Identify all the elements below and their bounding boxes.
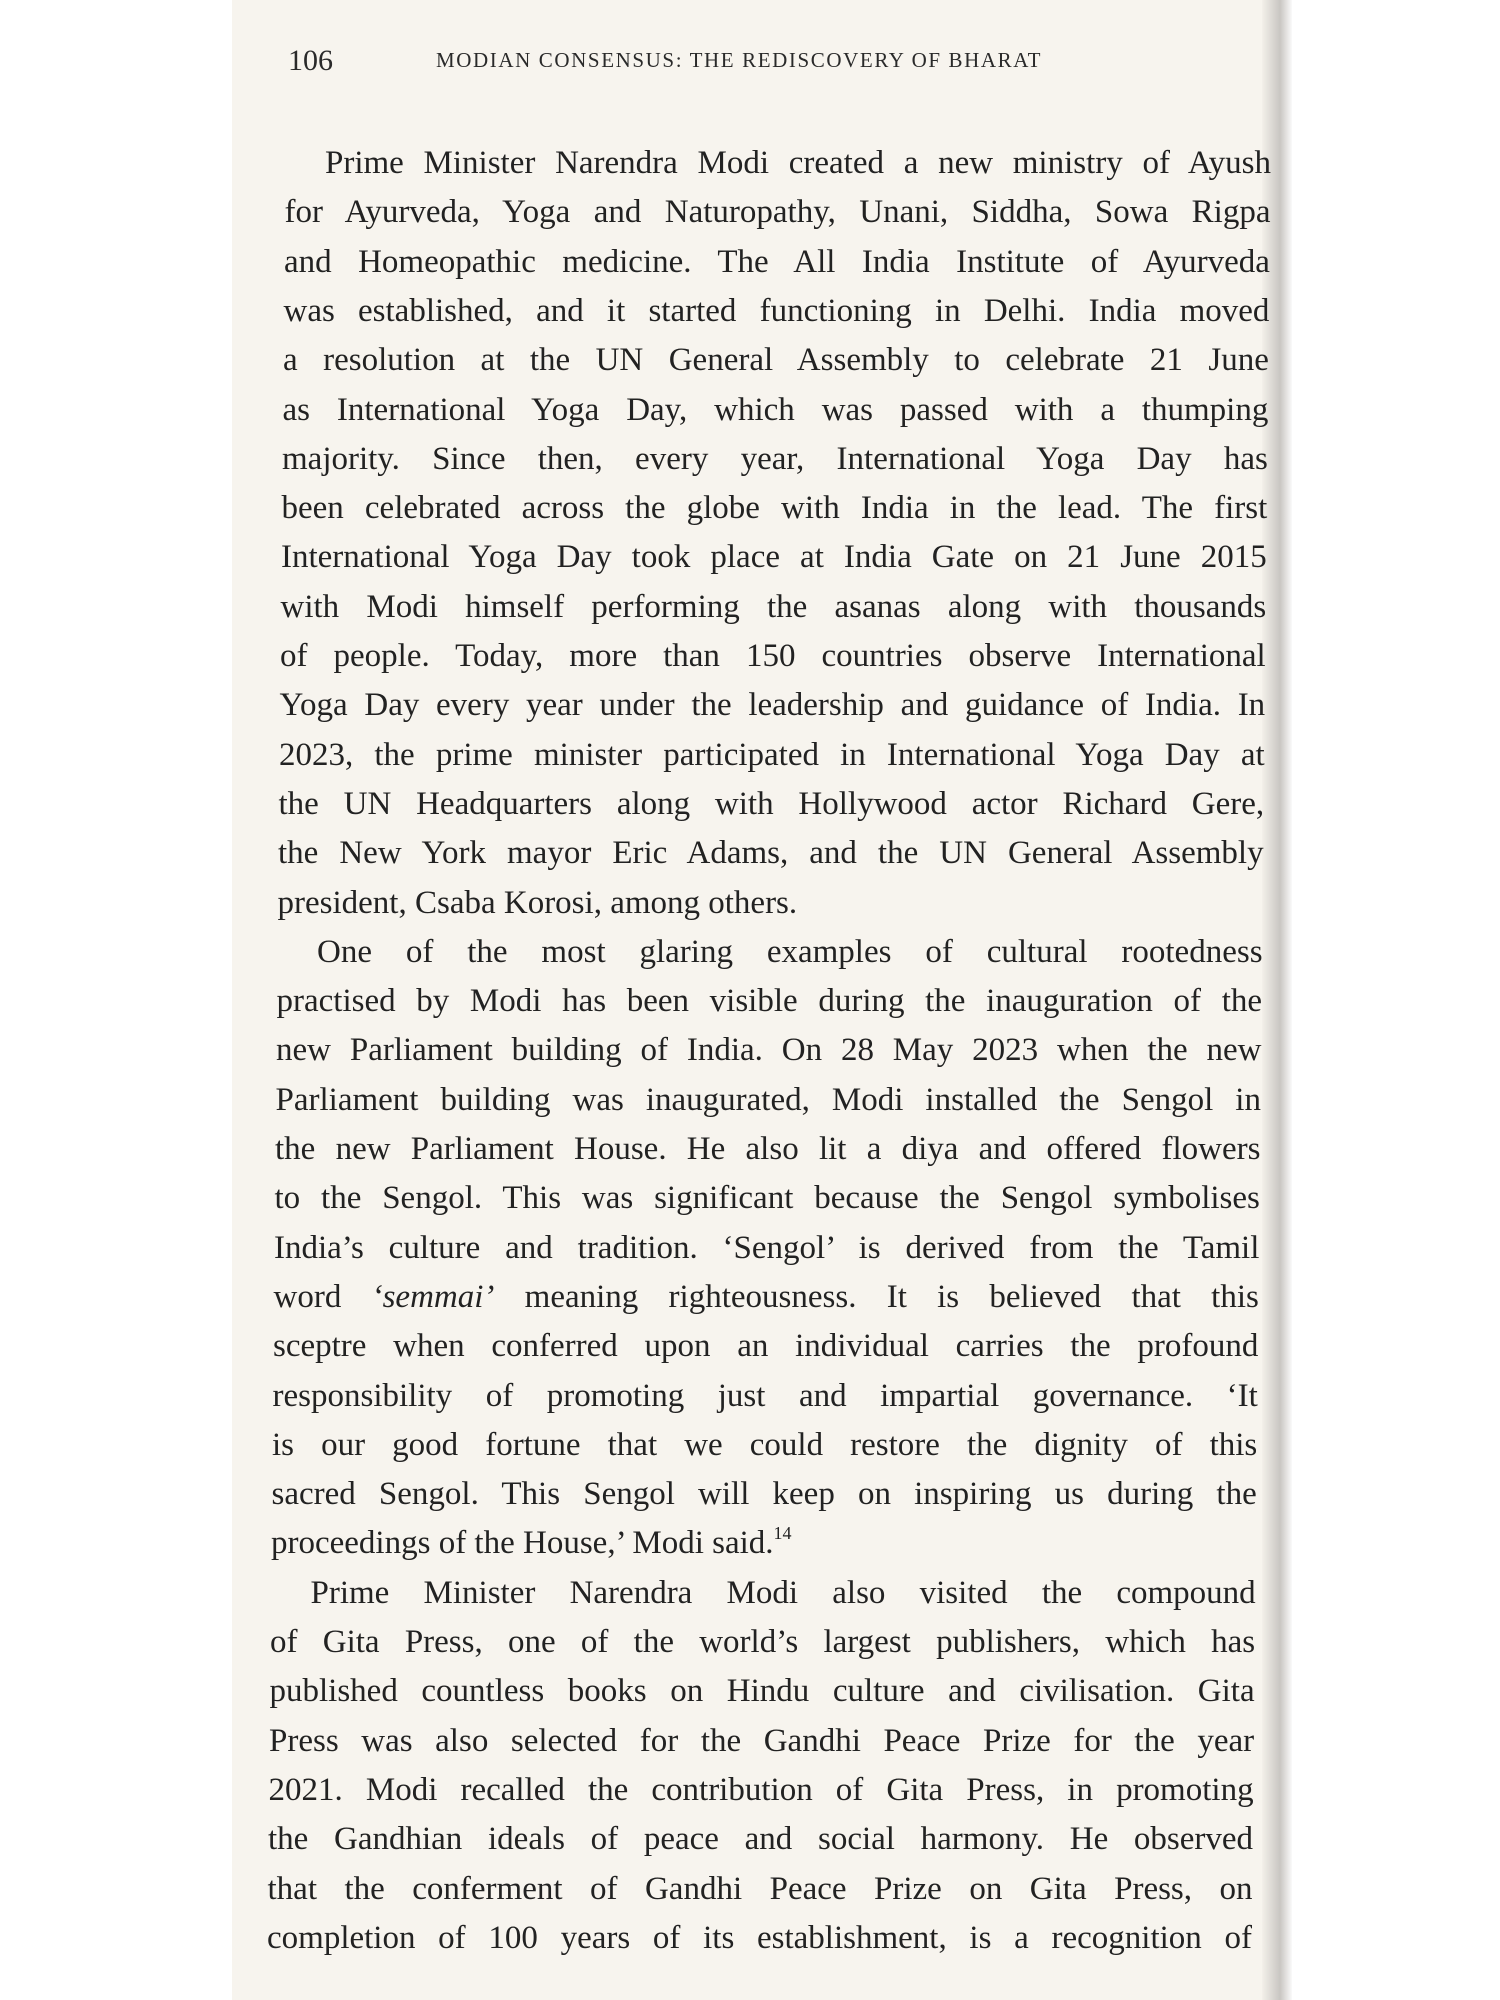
text-line <box>274 1228 1259 1268</box>
line-text: of Gita Press, one of the world’s largest publishers, which has <box>270 1624 1256 1660</box>
text-line <box>274 1277 1259 1317</box>
line-text: the Gandhian ideals of peace and social harmony. He observed <box>268 1821 1254 1858</box>
line-text: Parliament building was inaugurated, Modi installed the Sengol in <box>275 1081 1261 1118</box>
line-text-part: proceedings of the House,’ Modi said. <box>271 1525 774 1562</box>
line-text: the New York mayor Eric Adams, and the UN General Assembly <box>278 835 1264 872</box>
paragraph-first-line <box>325 143 1271 183</box>
text-line <box>284 242 1270 282</box>
text-line <box>267 1918 1252 1958</box>
italic-term: ‘semmai’ <box>371 1278 495 1315</box>
line-text: new Parliament building of India. On 28 May 2023 when the new <box>276 1032 1262 1069</box>
page-number: 106 <box>288 44 333 77</box>
line-text: Yoga Day every year under the leadership and guidance of India. In <box>279 687 1266 724</box>
text-line <box>280 685 1266 725</box>
line-text: with Modi himself performing the asanas along with thousands <box>280 588 1267 625</box>
line-text: a resolution at the UN General Assembly to celebrate 21 June <box>283 342 1269 379</box>
text-line <box>282 488 1268 528</box>
line-text: published countless books on Hindu culture and civilisation. Gita <box>269 1673 1255 1710</box>
line-text: of people. Today, more than 150 countries observe International <box>280 638 1266 674</box>
line-text: majority. Since then, every year, International Yoga Day has <box>282 440 1268 477</box>
text-line <box>272 1474 1257 1514</box>
text-line <box>277 981 1263 1021</box>
line-text: 2023, the prime minister participated in International Yoga Day at <box>279 736 1265 773</box>
line-text: been celebrated across the globe with India in the lead. The first <box>281 490 1268 527</box>
text-line <box>268 1819 1253 1859</box>
line-text: was established, and it started functioning in Delhi. India moved <box>283 292 1270 329</box>
line-text <box>271 1523 1256 1563</box>
line-text: as International Yoga Day, which was passed with a thumping <box>282 391 1269 428</box>
running-head: MODIAN CONSENSUS: THE REDISCOVERY OF BHARAT <box>436 48 1043 72</box>
paragraph-first-line <box>317 932 1263 972</box>
line-text: president, Csaba Korosi, among others. <box>277 884 798 921</box>
line-text: that the conferment of Gandhi Peace Prize on Gita Press, on <box>267 1870 1253 1907</box>
line-text: practised by Modi has been visible during the inauguration of the <box>276 983 1263 1020</box>
text-line <box>272 1425 1257 1465</box>
text-line <box>279 735 1265 775</box>
text-line <box>271 1523 1256 1563</box>
line-text: and Homeopathic medicine. The All India Institute of Ayurveda <box>284 243 1270 280</box>
text-line <box>283 390 1269 430</box>
text-line <box>281 537 1267 577</box>
text-line <box>270 1622 1255 1662</box>
text-line <box>270 1671 1255 1711</box>
text-line <box>276 1030 1262 1070</box>
line-text: completion of 100 years of its establishment, is a recognition of <box>267 1919 1252 1956</box>
text-line <box>269 1721 1254 1761</box>
text-line <box>283 340 1269 380</box>
line-text: the UN Headquarters along with Hollywood actor Richard Gere, <box>278 785 1265 822</box>
line-text: responsibility of promoting just and impartial governance. ‘It <box>272 1377 1258 1414</box>
text-line <box>273 1326 1258 1366</box>
line-text-part: word <box>273 1278 372 1315</box>
text-line <box>275 1129 1260 1169</box>
line-text: the new Parliament House. He also lit a diya and offered flowers <box>275 1131 1261 1167</box>
text-line <box>269 1770 1254 1810</box>
text-line <box>276 1080 1261 1120</box>
text-line <box>268 1869 1253 1909</box>
text-line <box>278 833 1264 873</box>
line-text: sceptre when conferred upon an individual carries the profound <box>273 1328 1259 1365</box>
text-line <box>279 784 1265 824</box>
text-line <box>278 883 1264 923</box>
line-text: Prime Minister Narendra Modi also visited the compound <box>310 1574 1256 1611</box>
line-text: is our good fortune that we could restore the dignity of this <box>272 1426 1258 1463</box>
line-text-part: meaning righteousness. It is believed that this <box>494 1278 1259 1315</box>
line-text: 2021. Modi recalled the contribution of Gita Press, in promoting <box>268 1771 1254 1808</box>
line-text: for Ayurveda, Yoga and Naturopathy, Unani, Siddha, Sowa Rigpa <box>284 194 1271 231</box>
text-line <box>282 439 1268 479</box>
line-text: Prime Minister Narendra Modi created a new ministry of Ayush <box>325 145 1271 181</box>
text-line <box>273 1376 1258 1416</box>
footnote-marker: 14 <box>773 1523 792 1544</box>
line-text: to the Sengol. This was significant because the Sengol symbolises <box>274 1180 1260 1217</box>
text-line <box>281 587 1267 627</box>
text-line <box>285 192 1271 232</box>
line-text: sacred Sengol. This Sengol will keep on inspiring us during the <box>271 1476 1257 1513</box>
line-text <box>274 1277 1259 1317</box>
text-line <box>280 636 1266 676</box>
text-line <box>284 291 1270 331</box>
paragraph-first-line <box>311 1573 1256 1613</box>
line-text: India’s culture and tradition. ‘Sengol’ is derived from the Tamil <box>274 1229 1260 1266</box>
line-text: International Yoga Day took place at India Gate on 21 June 2015 <box>281 539 1267 576</box>
line-text: One of the most glaring examples of cultural rootedness <box>317 933 1263 970</box>
line-text: Press was also selected for the Gandhi Peace Prize for the year <box>269 1722 1255 1759</box>
text-line <box>275 1178 1260 1218</box>
